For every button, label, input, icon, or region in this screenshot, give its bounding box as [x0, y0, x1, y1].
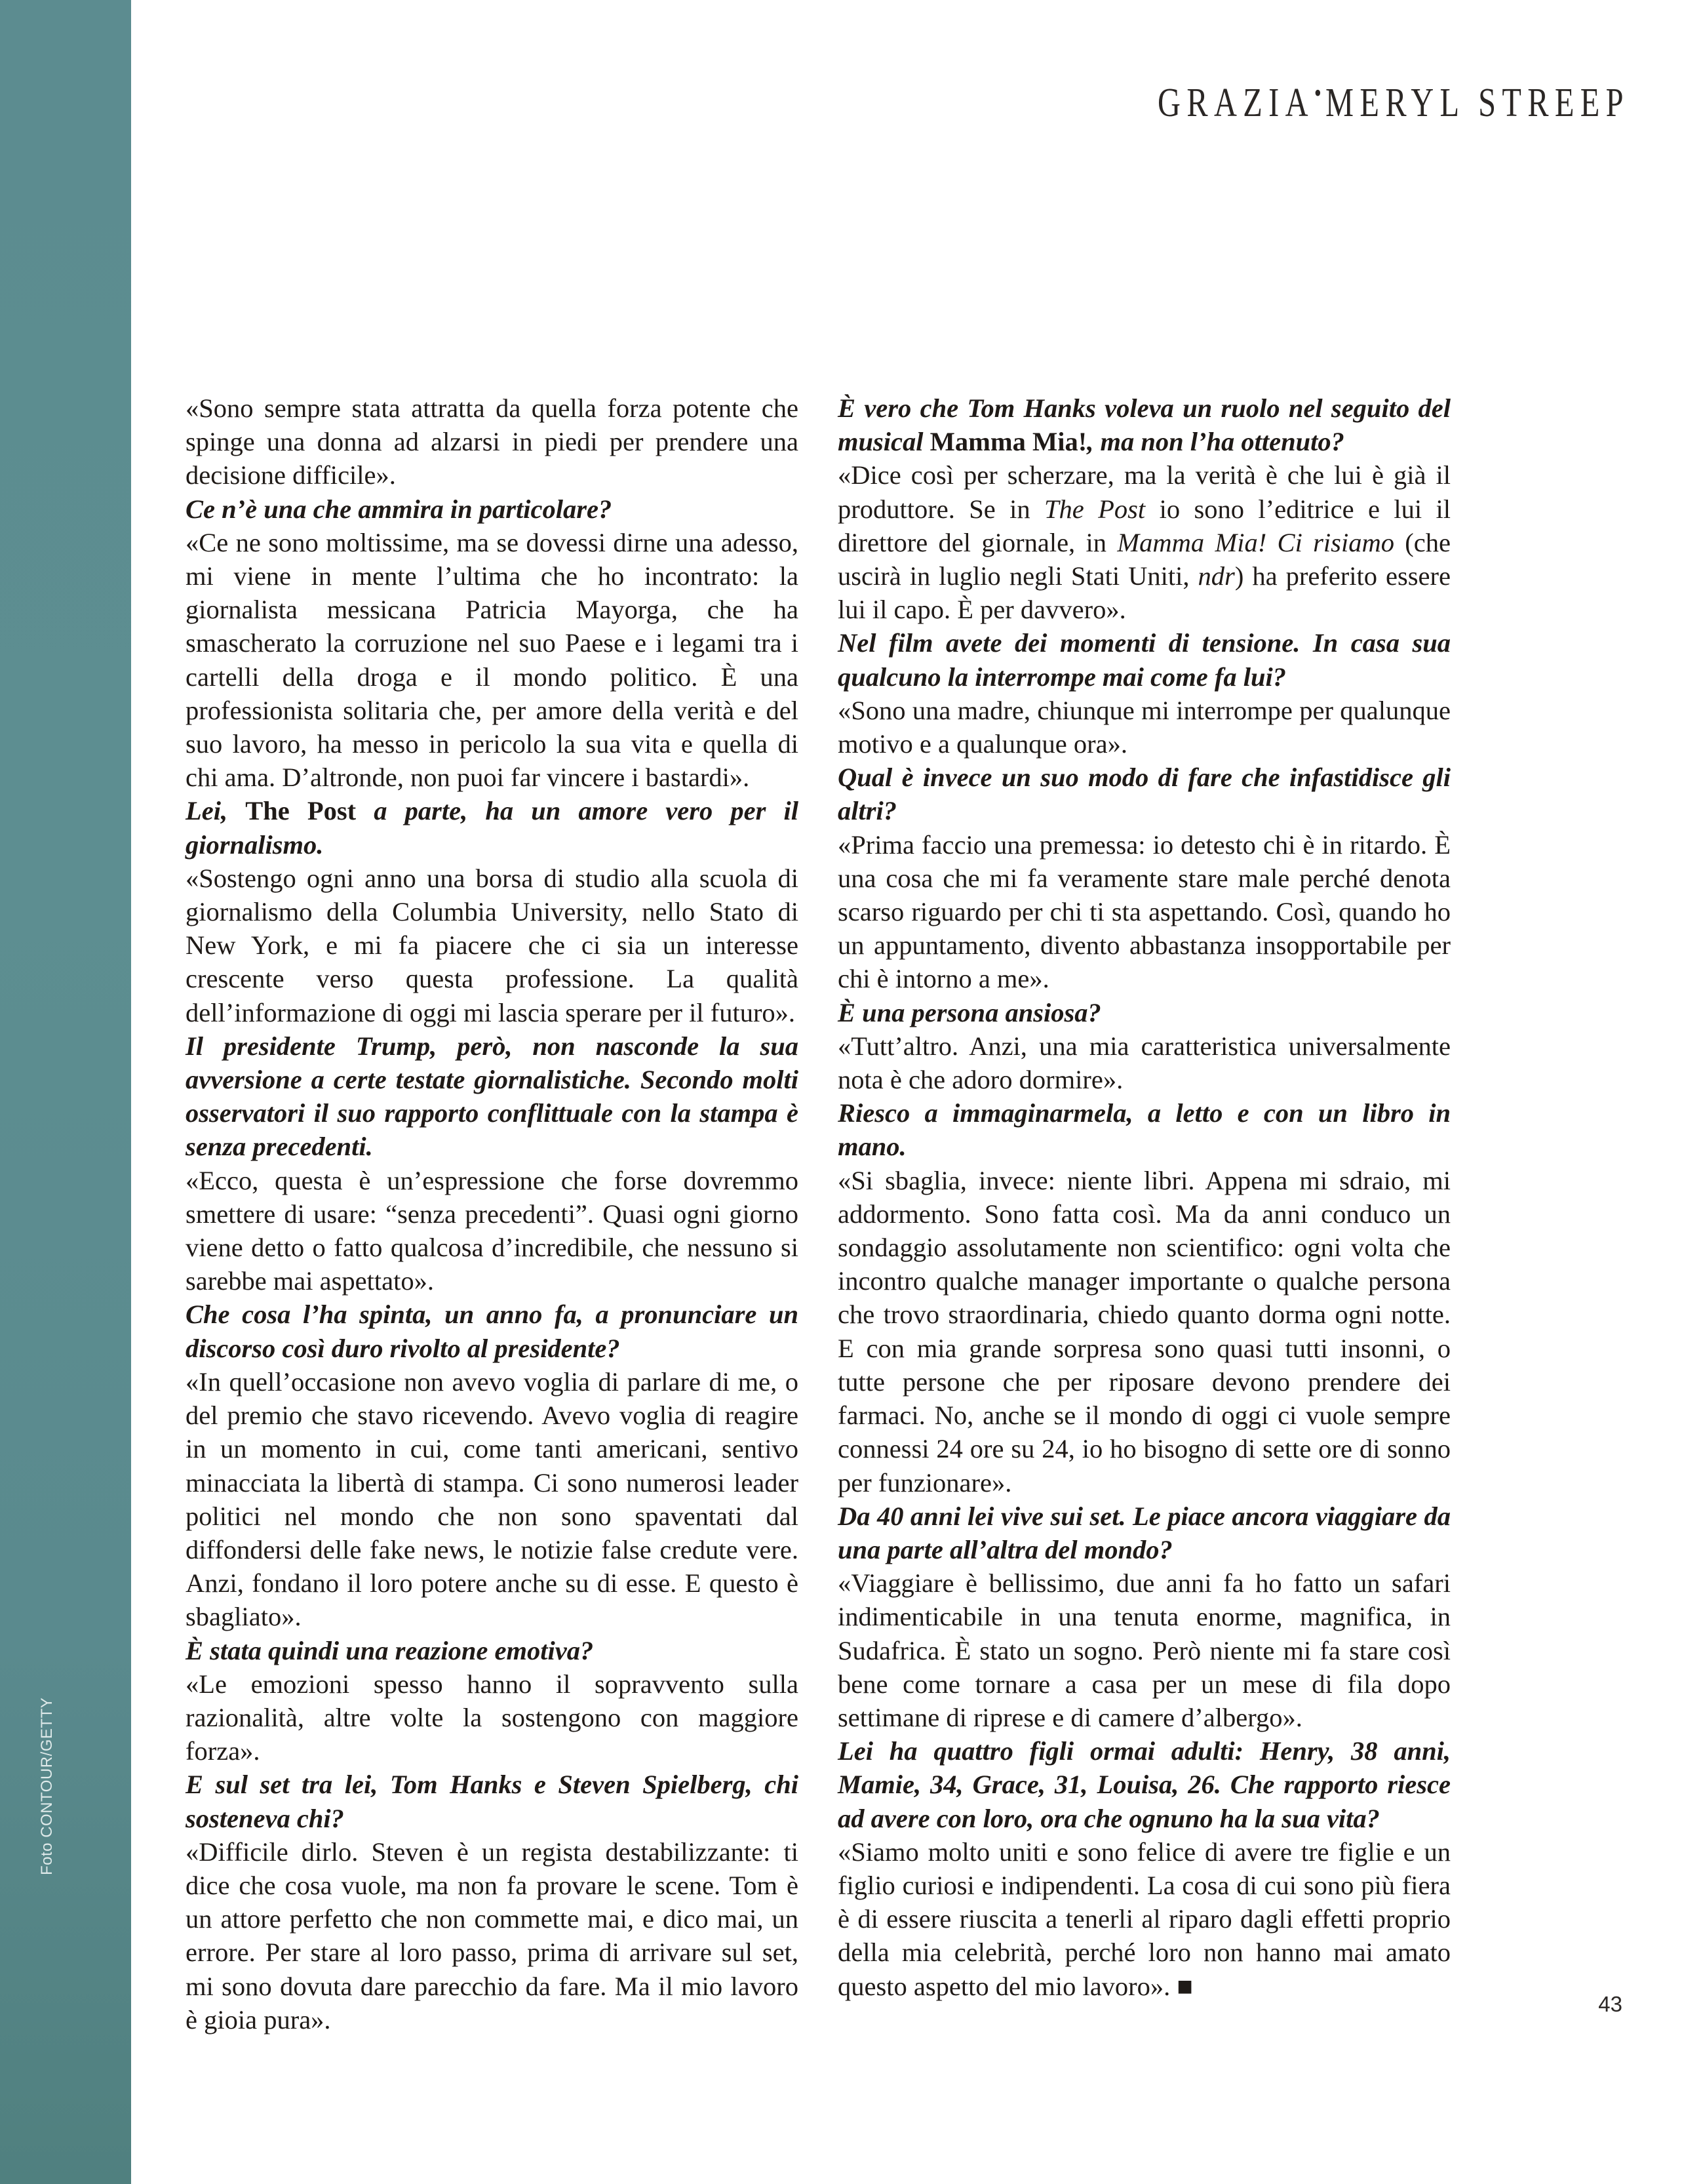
question: Il presidente Trump, però, non nasconde la sua avversione a certe testate giornalistiche. Secondo molti osservatori il suo rapporto conflittuale con la stampa è senza precedenti. — [186, 1031, 798, 1162]
question: Che cosa l’ha spinta, un anno fa, a pronunciare un discorso così duro rivolto al presidente? — [186, 1300, 798, 1363]
question — [838, 391, 1451, 458]
film-title: The Post — [1044, 494, 1146, 524]
answer: «Si sbaglia, invece: niente libri. Appena mi sdraio, mi addormento. Sono fatta così. Ma da anni conduco un sondaggio assolutamente non scientifico: ogni volta che incontro qualche manager importante o qualche persona che trovo straordinaria, chiedo quanto dorma ogni notte. E con mia grande sorpresa sono quasi tutti insonni, o tutte persone che per riposare devono prendere dei farmaci. No, anche se il mondo di oggi ci vuole sempre connessi 24 ore su 24, io ho bisogno di sette ore di sonno per funzionare». — [838, 1165, 1451, 1498]
question: Riesco a immaginarmela, a letto e con un libro in mano. — [838, 1098, 1451, 1162]
question: Nel film avete dei momenti di tensione. In casa sua qualcuno la interrompe mai come fa lui? — [838, 628, 1451, 692]
answer: «Sono una madre, chiunque mi interrompe per qualunque motivo e a qualunque ora». — [838, 695, 1451, 759]
question-text: Lei, — [186, 796, 246, 826]
answer: «Prima faccio una premessa: io detesto chi è in ritardo. È una cosa che mi fa veramente stare male perché denota scarso riguardo per chi ti sta aspettando. Così, quando ho un appuntamento, divento abbastanza insopportabile per chi è intorno a me». — [838, 829, 1451, 994]
end-of-article-mark: ■ — [1170, 1971, 1193, 2001]
answer: «Difficile dirlo. Steven è un regista destabilizzante: ti dice che cosa vuole, ma non fa provare le scene. Tom è un attore perfetto che non commette mai, e dico mai, un errore. Per stare al loro passo, prima di arrivare sul set, mi sono dovuta dare parecchio da fare. Ma il mio lavoro è gioia pura». — [186, 1837, 798, 2035]
answer: «Viaggiare è bellissimo, due anni fa ho fatto un safari indimenticabile in una tenuta enorme, magnifica, in Sudafrica. È stato un sogno. Però niente mi fa stare così bene come tornare a casa per un mese di fila dopo settimane di riprese e di camere d’albergo». — [838, 1568, 1451, 1732]
answer: «Ce ne sono moltissime, ma se dovessi dirne una adesso, mi viene in mente l’ultima che ho incontrato: la giornalista messicana Patricia Mayorga, che ha smascherato la corruzione nel suo Paese e i legami tra i cartelli della droga e il mondo politico. È una professionista solitaria che, per amore della verità e del suo lavoro, ha messo in pericolo la sua vita e quella di chi ama. D’altronde, non puoi far vincere i bastardi». — [186, 527, 798, 793]
answer-text: «Dice così per scherzare, ma la verità è che lui è già il produttore. Se in — [838, 460, 1451, 524]
answer-text: «Siamo molto uniti e sono felice di avere tre figlie e un figlio curiosi e indipendenti. La cosa di cui sono più fiera è di essere riuscita a tenerli al riparo dagli effetti proprio della mia celebrità, perché loro non hanno mai amato questo aspetto del mio lavoro». — [838, 1837, 1451, 2001]
answer: «Tutt’altro. Anzi, una mia caratteristica universalmente nota è che adoro dormire». — [838, 1031, 1451, 1095]
page-number: 43 — [1598, 1992, 1622, 2016]
question: Da 40 anni lei vive sui set. Le piace ancora viaggiare da una parte all’altra del mondo? — [838, 1501, 1451, 1564]
question: E sul set tra lei, Tom Hanks e Steven Spielberg, chi sosteneva chi? — [186, 1770, 798, 1833]
question-text: È vero che Tom Hanks voleva un ruolo nel seguito del musical — [838, 393, 1451, 457]
answer: «Sono sempre stata attratta da quella forza potente che spinge una donna ad alzarsi in piedi per prendere una decisione difficile». — [186, 393, 798, 490]
answer: «Sostengo ogni anno una borsa di studio alla scuola di giornalismo della Columbia University, nello Stato di New York, e mi fa piacere che ci sia un interesse crescente verso questa professione. La qualità dell’informazione di oggi mi lascia sperare per il futuro». — [186, 863, 798, 1027]
answer: «Ecco, questa è un’espressione che forse dovremmo smettere di usare: “senza precedenti”. Quasi ogni giorno viene detto o fatto qualcosa d’incredibile, che nessuno si sarebbe mai aspettato». — [186, 1165, 798, 1296]
editor-note: ndr — [1198, 561, 1235, 591]
article-column-left — [186, 391, 798, 2036]
film-title: The Post — [245, 796, 357, 826]
film-title: Mamma Mia! Ci risiamo — [1117, 527, 1394, 557]
film-title: Mamma Mia! — [930, 427, 1087, 457]
question-text: , ma non l’ha ottenuto? — [1087, 427, 1344, 457]
article-column-right — [838, 391, 1451, 2003]
running-head — [1158, 77, 1630, 127]
question: Lei ha quattro figli ormai adulti: Henry, 38 anni, Mamie, 34, Grace, 31, Louisa, 26. Che rapporto riesce ad avere con loro, ora che ognuno ha la sua vita? — [838, 1736, 1451, 1833]
question: È stata quindi una reazione emotiva? — [186, 1635, 594, 1665]
answer-text: io sono l’editrice e lui il direttore del giornale, in — [838, 494, 1451, 557]
photo-credit: Foto CONTOUR/GETTY — [38, 1697, 56, 1875]
question: Ce n’è una che ammira in particolare? — [186, 494, 612, 524]
header-separator: • — [1314, 78, 1326, 108]
question-text: a parte, ha un amore vero per il giornalismo. — [186, 796, 799, 860]
answer: «Le emozioni spesso hanno il sopravvento sulla razionalità, altre volte la sostengono con maggiore forza». — [186, 1669, 798, 1766]
answer: «In quell’occasione non avevo voglia di parlare di me, o del premio che stavo ricevendo. Avevo voglia di reagire in un momento in cui, come tanti americani, sentivo minacciata la libertà di stampa. Ci sono numerosi leader politici nel mondo che non sono spaventati dal diffondersi delle fake news, le notizie false credute vere. Anzi, fondano il loro potere anche su di esse. E questo è sbagliato». — [186, 1366, 798, 1632]
answer-text: ) ha preferito essere lui il capo. È per davvero». — [838, 561, 1451, 625]
publication-name: GRAZIA — [1158, 81, 1314, 125]
question — [186, 794, 798, 861]
question: È una persona ansiosa? — [838, 997, 1101, 1027]
side-color-band — [0, 0, 131, 2184]
article-subject: MERYL STREEP — [1325, 81, 1630, 125]
answer — [838, 458, 1451, 626]
answer-text: (che uscirà in luglio negli Stati Uniti, — [838, 527, 1451, 591]
question: Qual è invece un suo modo di fare che infastidisce gli altri? — [838, 763, 1451, 826]
answer — [838, 1835, 1451, 2003]
